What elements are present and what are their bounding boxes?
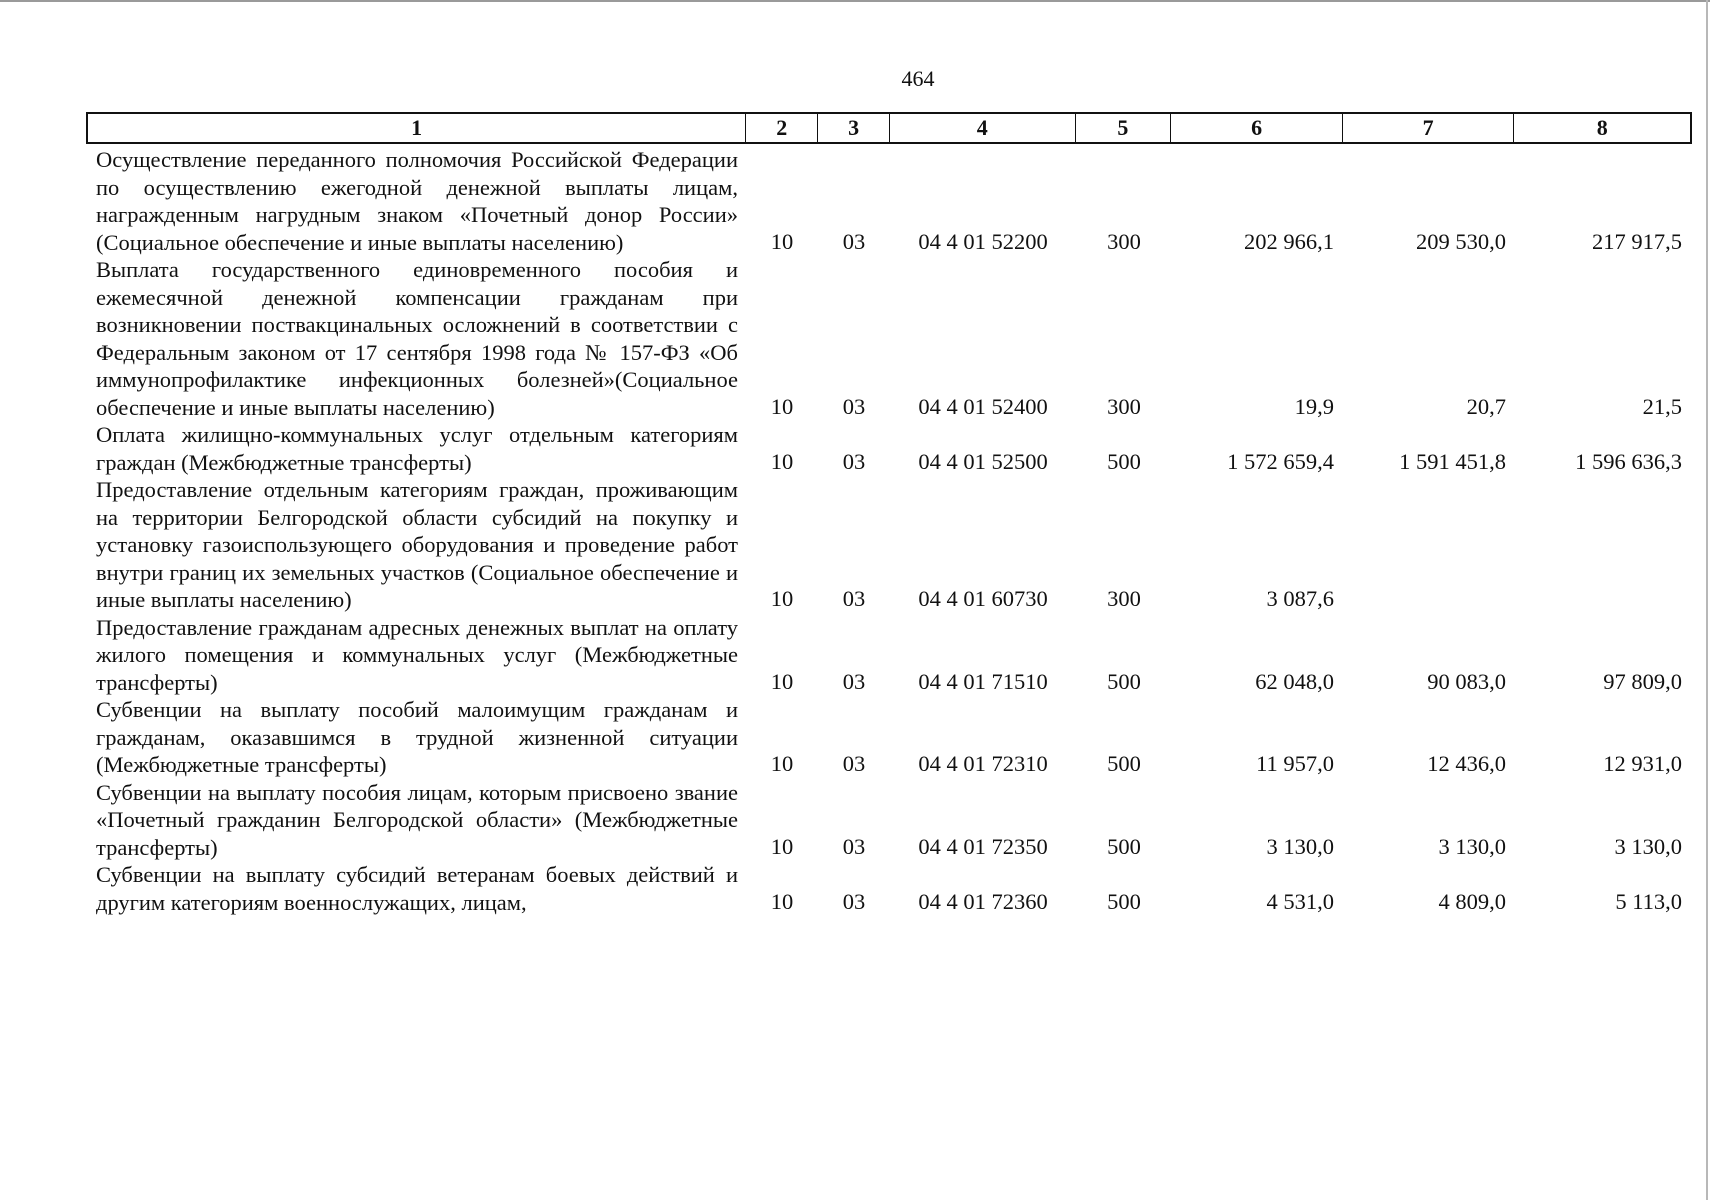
row-target-code: 04 4 01 71510 [918,668,1048,694]
row-amount-col7: 209 530,0 [1416,228,1506,254]
row-subsection: 03 [842,888,866,914]
row-amount-col8: 12 931,0 [1603,751,1682,776]
row-target-code: 04 4 01 52200 [918,228,1048,254]
row-amount-col6: 11 957,0 [1256,751,1334,776]
header-col-2: 2 [746,114,818,142]
row-subsection: 03 [842,668,866,694]
row-amount-col8 [1516,613,1692,614]
table-header [86,112,1692,144]
row-section: 10 [770,888,794,914]
row-description: Предоставление отдельным категориям граждан, проживающим на территории Белгородской области субсидий на покупку и установку газоиспользующего оборудования и проведение работ внутри границ их земельных участков (Социальное обеспечение и иные выплаты населению) [96,477,738,612]
row-expense-type: 500 [1107,448,1141,474]
table-row [86,421,1692,476]
row-expense-type: 300 [1107,393,1141,419]
row-subsection: 03 [842,586,866,611]
row-subsection: 03 [842,393,866,419]
row-amount-col8: 97 809,0 [1603,668,1682,694]
header-col-1: 1 [88,114,746,142]
row-target-code: 04 4 01 72350 [918,833,1048,859]
header-col-7: 7 [1343,114,1515,142]
header-col-5: 5 [1076,114,1172,142]
row-amount-col8: 21,5 [1642,393,1682,419]
row-section: 10 [770,448,794,474]
row-amount-col8: 3 130,0 [1614,833,1682,859]
row-target-code: 04 4 01 52400 [918,393,1048,419]
scan-edge-top [0,0,1710,2]
table-row [86,696,1692,779]
table-row [86,861,1692,916]
row-expense-type: 500 [1107,888,1141,914]
row-expense-type: 500 [1107,833,1141,859]
row-description: Выплата государственного единовременного пособия и ежемесячной денежной компенсации гражданам при возникновении поствакцинальных осложнений в соответствии с Федеральным законом от 17 сентября 1998 года № 157-ФЗ «Об иммунопрофилактике инфекционных болезней»(Социальное обеспечение и иные выплаты населению) [96,257,738,420]
row-description: Субвенции на выплату субсидий ветеранам боевых действий и другим категориям военнослужащих, лицам, [96,862,738,915]
row-amount-col6: 4 531,0 [1266,888,1334,914]
row-amount-col6: 3 087,6 [1266,586,1334,611]
row-expense-type: 500 [1107,751,1141,776]
row-section: 10 [770,228,794,254]
budget-table [86,112,1692,916]
row-expense-type: 300 [1107,586,1141,611]
row-target-code: 04 4 01 72310 [918,751,1048,776]
header-col-3: 3 [818,114,890,142]
row-subsection: 03 [842,833,866,859]
table-row [86,256,1692,421]
row-amount-col7 [1344,613,1516,614]
row-description: Субвенции на выплату пособий малоимущим гражданам и гражданам, оказавшимся в трудной жизненной ситуации (Межбюджетные трансферты) [96,697,738,777]
table-row [86,779,1692,862]
header-col-4: 4 [890,114,1076,142]
row-amount-col6: 202 966,1 [1244,228,1334,254]
scan-edge-right [1706,0,1708,1200]
row-amount-col7: 12 436,0 [1427,751,1506,776]
row-section: 10 [770,833,794,859]
row-amount-col6: 3 130,0 [1266,833,1334,859]
table-row [86,146,1692,256]
row-amount-col6: 1 572 659,4 [1227,448,1334,474]
page-number: 464 [901,66,935,91]
row-amount-col6: 19,9 [1294,393,1334,419]
row-amount-col8: 5 113,0 [1615,888,1682,914]
header-col-8: 8 [1596,115,1608,140]
row-description: Оплата жилищно-коммунальных услуг отдельным категориям граждан (Межбюджетные трансферты) [96,422,738,475]
row-section: 10 [770,586,794,611]
row-amount-col7: 1 591 451,8 [1399,448,1506,474]
row-section: 10 [770,668,794,694]
row-section: 10 [770,393,794,419]
row-subsection: 03 [842,228,866,254]
row-expense-type: 300 [1107,228,1141,254]
row-subsection: 03 [842,751,866,776]
row-amount-col7: 90 083,0 [1427,668,1506,694]
row-target-code: 04 4 01 52500 [918,448,1048,474]
row-subsection: 03 [842,448,866,474]
row-amount-col8: 1 596 636,3 [1575,448,1682,474]
row-amount-col7: 20,7 [1466,393,1506,419]
row-section: 10 [770,751,794,776]
table-row [86,614,1692,697]
row-amount-col7: 3 130,0 [1438,833,1506,859]
row-target-code: 04 4 01 72360 [918,888,1048,914]
row-description: Субвенции на выплату пособия лицам, которым присвоено звание «Почетный гражданин Белгородской области» (Межбюджетные трансферты) [96,779,738,860]
row-description: Осуществление переданного полномочия Российской Федерации по осуществлению ежегодной денежной выплаты лицам, награжденным нагрудным знаком «Почетный донор России» (Социальное обеспечение и иные выплаты населению) [96,147,738,255]
table-row [86,476,1692,614]
row-expense-type: 500 [1107,668,1141,694]
row-description: Предоставление гражданам адресных денежных выплат на оплату жилого помещения и коммунальных услуг (Межбюджетные трансферты) [96,614,738,695]
row-amount-col7: 4 809,0 [1438,888,1506,914]
row-amount-col6: 62 048,0 [1255,668,1334,694]
row-target-code: 04 4 01 60730 [918,586,1048,611]
header-col-6: 6 [1171,114,1343,142]
table-body [86,146,1692,916]
row-amount-col8: 217 917,5 [1592,228,1682,254]
